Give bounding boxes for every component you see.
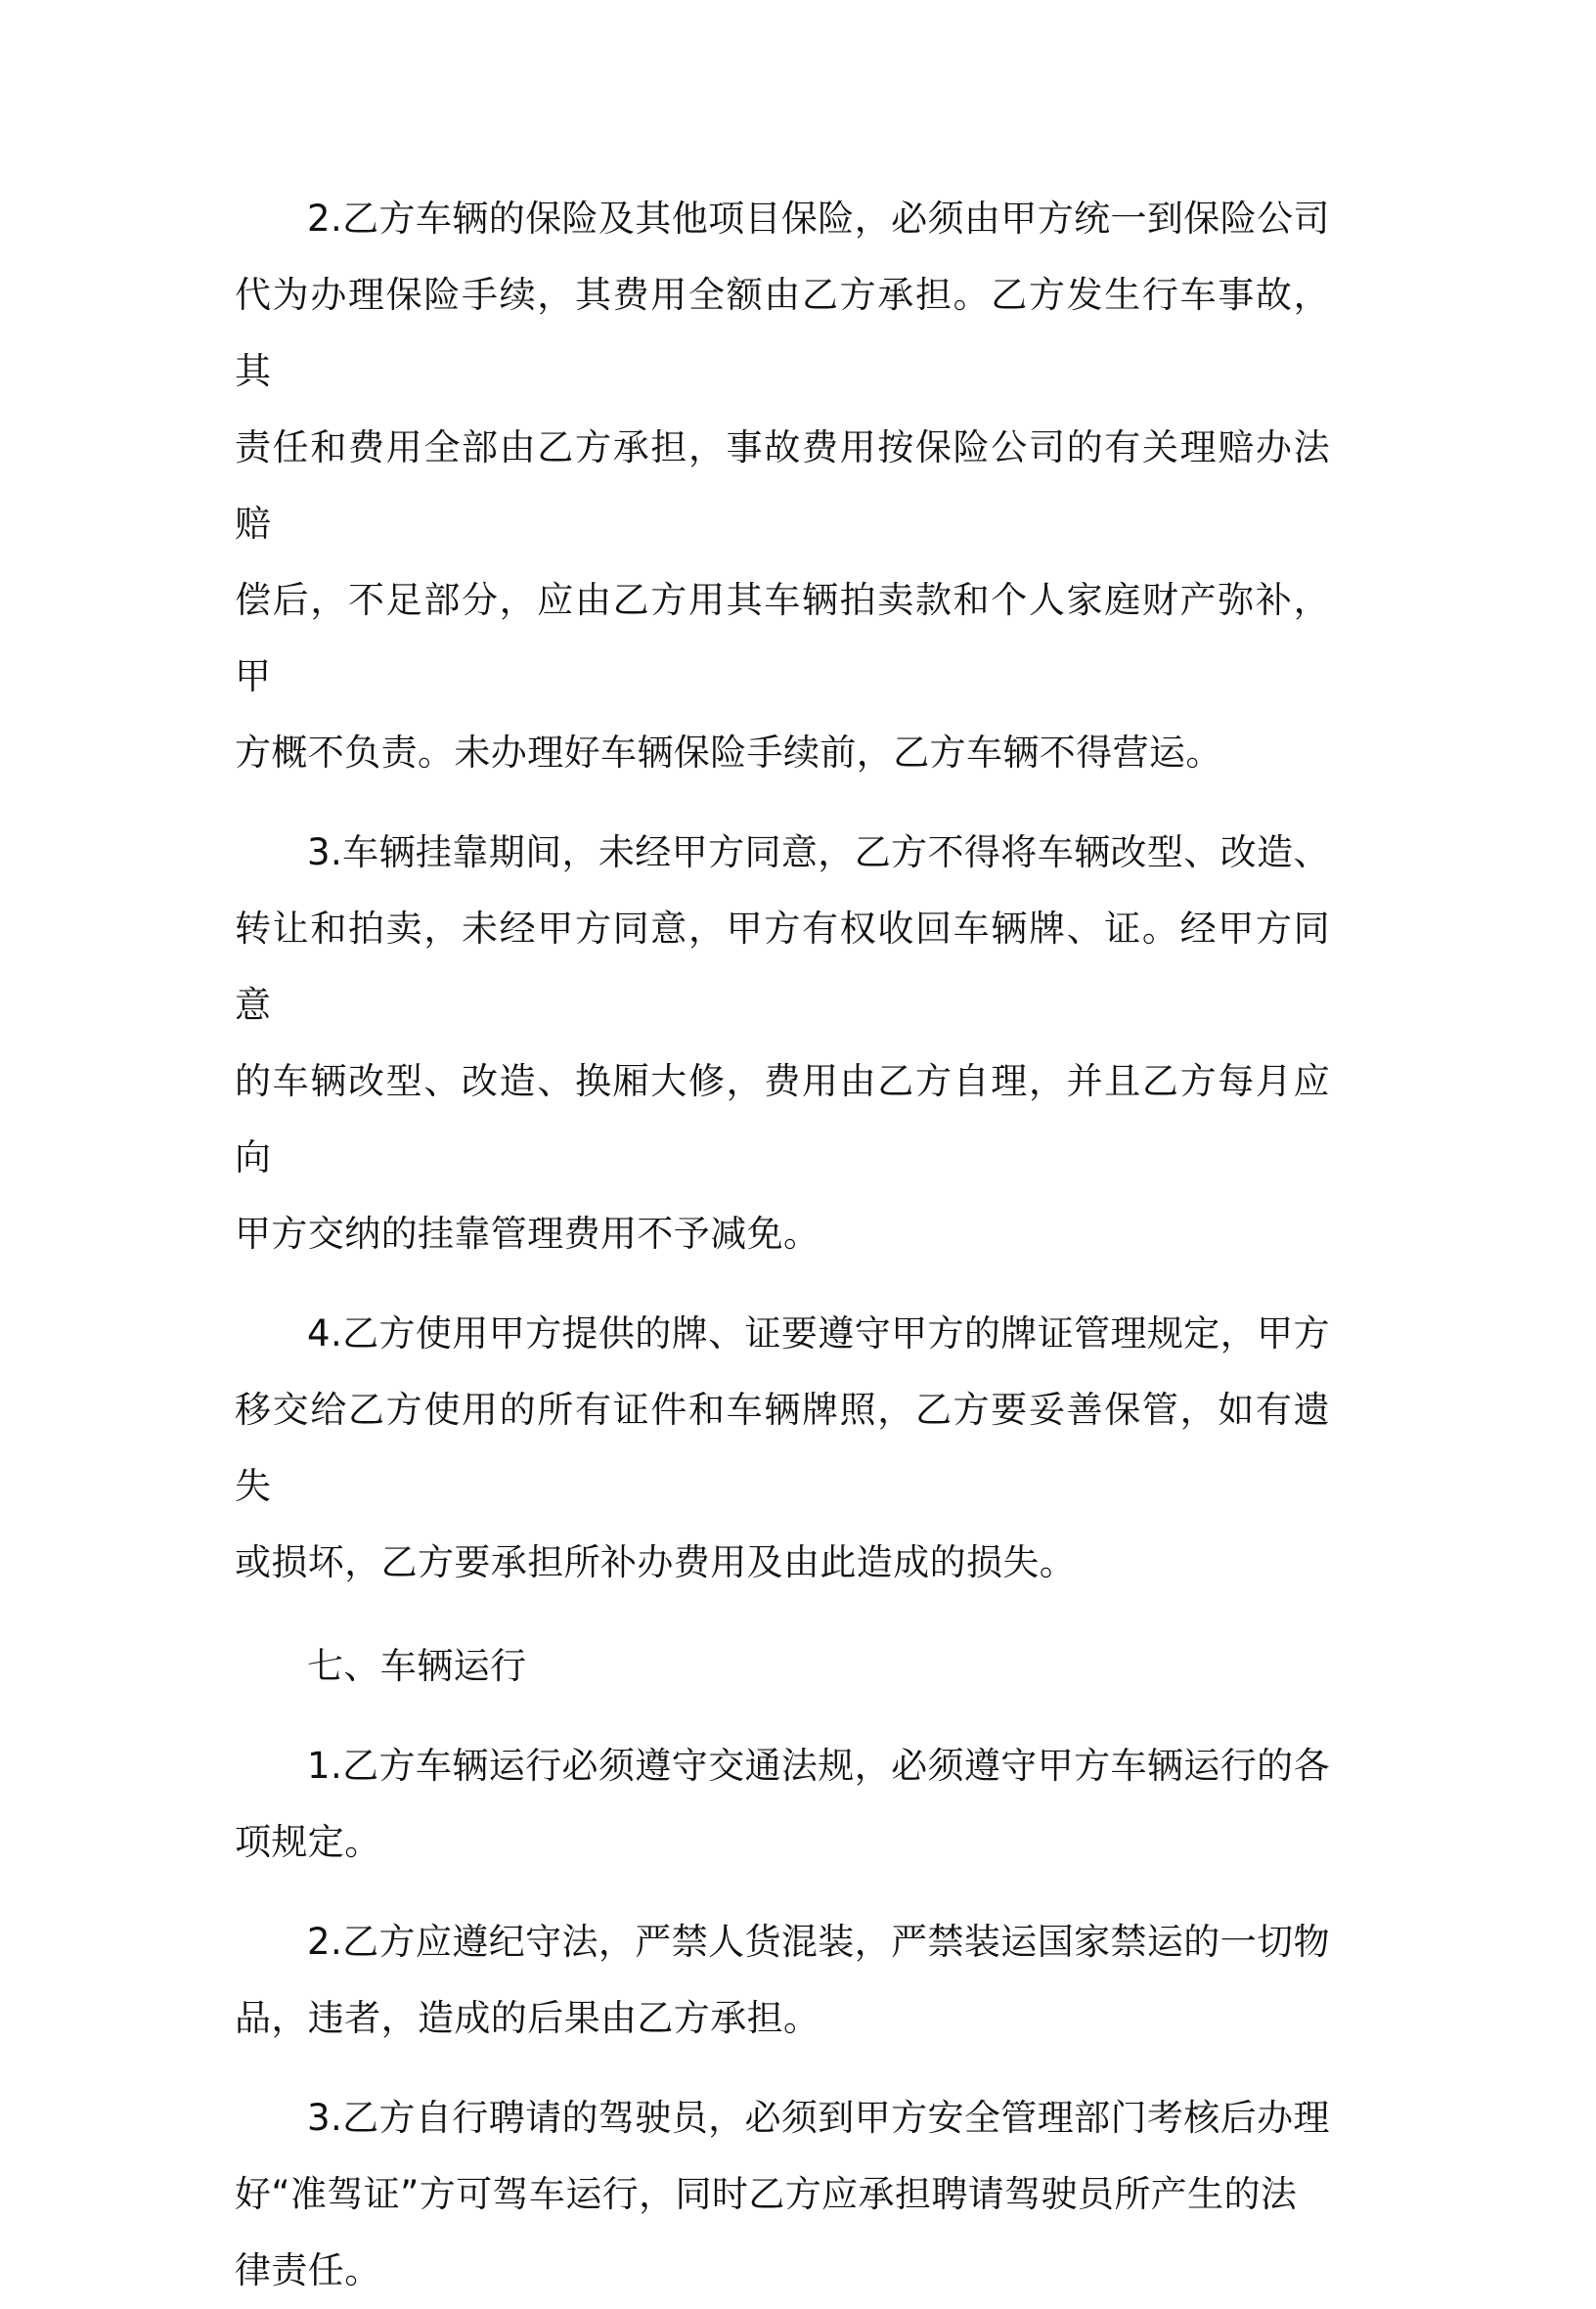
paragraph-traffic-rules [235, 1728, 1330, 1881]
text-line: 移交给乙方使用的所有证件和车辆牌照，乙方要妥善保管，如有遗失 [235, 1389, 1330, 1507]
text-line: 或损坏，乙方要承担所补办费用及由此造成的损失。 [235, 1541, 1077, 1583]
paragraph-insurance [235, 181, 1330, 791]
text-line: 1.乙方车辆运行必须遵守交通法规，必须遵守甲方车辆运行的各 [307, 1745, 1330, 1787]
text-line: 律责任。 [235, 2249, 381, 2291]
text-line: 转让和拍卖，未经甲方同意，甲方有权收回车辆牌、证。经甲方同意 [235, 908, 1330, 1026]
text-line: 责任和费用全部由乙方承担，事故费用按保险公司的有关理赔办法赔 [235, 426, 1330, 545]
text-line: 好“准驾证”方可驾车运行，同时乙方应承担聘请驾驶员所产生的法 [235, 2173, 1298, 2215]
paragraph-cargo-rules [235, 1904, 1330, 2057]
text-line: 代为办理保险手续，其费用全额由乙方承担。乙方发生行车事故，其 [235, 274, 1330, 392]
text-line: 4.乙方使用甲方提供的牌、证要遵守甲方的牌证管理规定，甲方 [307, 1312, 1330, 1354]
text-line: 2.乙方应遵纪守法，严禁人货混装，严禁装运国家禁运的一切物 [307, 1921, 1330, 1963]
text-line: 3.车辆挂靠期间，未经甲方同意，乙方不得将车辆改型、改造、 [307, 831, 1330, 873]
paragraph-license-plates [235, 1296, 1330, 1601]
text-line: 方概不负责。未办理好车辆保险手续前，乙方车辆不得营运。 [235, 732, 1222, 774]
text-line: 甲方交纳的挂靠管理费用不予减免。 [235, 1213, 820, 1255]
text-line: 3.乙方自行聘请的驾驶员，必须到甲方安全管理部门考核后办理 [307, 2097, 1330, 2139]
text-line: 偿后，不足部分，应由乙方用其车辆拍卖款和个人家庭财产弥补，甲 [235, 579, 1330, 697]
paragraph-modification [235, 815, 1330, 1272]
text-line: 品，违者，造成的后果由乙方承担。 [235, 1997, 820, 2039]
text-line: 的车辆改型、改造、换厢大修，费用由乙方自理，并且乙方每月应向 [235, 1060, 1330, 1178]
text-line: 项规定。 [235, 1821, 381, 1863]
section-heading: 七、车辆运行 [307, 1645, 527, 1687]
document-page [235, 181, 1330, 2309]
paragraph-drivers [235, 2080, 1330, 2309]
text-line: 2.乙方车辆的保险及其他项目保险，必须由甲方统一到保险公司 [307, 198, 1330, 240]
